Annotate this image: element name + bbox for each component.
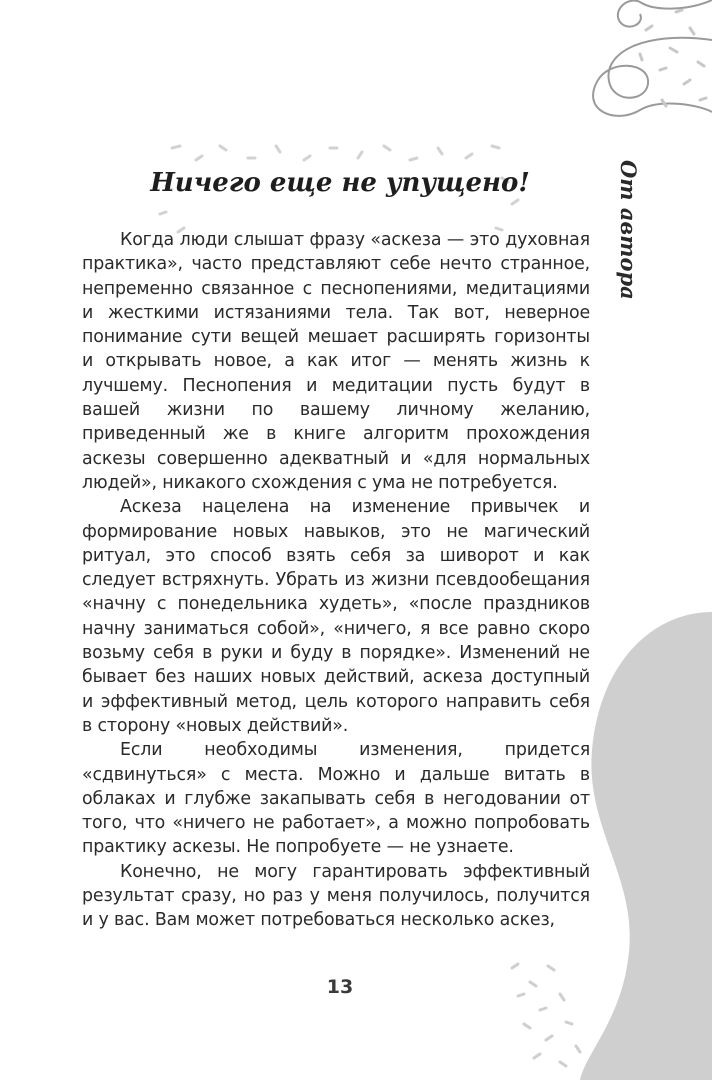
- side-label-from-author: От автора: [616, 160, 641, 300]
- swirl-ornament: [593, 0, 712, 116]
- paragraph: Аскеза нацелена на изменение привычек и формирование новых навыков, это не магический ритуал, это способ взять себя за шиворот и как следует встряхнуть. Убрать из жизни псевдообещания «начну с понедельника худеть», «после праздников начну заниматься собой», «ничего, я все равно скоро возьму себя в руки и буду в порядке». Изменений не бывает без наших новых действий, аскеза доступный и эффективный метод, цель которого направить себя в сторону «новых действий».: [82, 497, 590, 736]
- body-text: [82, 228, 590, 933]
- paragraph: Конечно, не могу гарантировать эффективный результат сразу, но раз у меня получилось, получится и у вас. Вам может потребоваться несколько аскез,: [82, 861, 590, 931]
- paragraph: Когда люди слышат фразу «аскеза — это духовная практика», часто представляют себе нечто странное, непременно связанное с песнопениями, медитациями и жесткими истязаниями тела. Так вот, неверное понимание сути вещей мешает расширять горизонты и открывать новое, а как итог — менять жизнь к лучшему. Песнопения и медитации пусть будут в вашей жизни по вашему личному желанию, приведенный же в книге алгоритм прохождения аскезы совершенно адекватный и «для нормальных людей», никакого схождения с ума не потребуется.: [82, 230, 590, 493]
- paragraph: Если необходимы изменения, придется «сдвинуться» с места. Можно и дальше витать в облаках и глубже закапывать себя в негодовании от того, что «ничего не работает», а можно попробовать практику аскезы. Не попробуете — не узнаете.: [82, 740, 590, 858]
- dash-pattern-bottom: [512, 964, 580, 1066]
- chapter-title: Ничего еще не упущено!: [150, 168, 530, 198]
- gray-blob-shape: [580, 612, 712, 1080]
- page-number: 13: [326, 976, 354, 998]
- dash-pattern-top-right: [640, 10, 706, 106]
